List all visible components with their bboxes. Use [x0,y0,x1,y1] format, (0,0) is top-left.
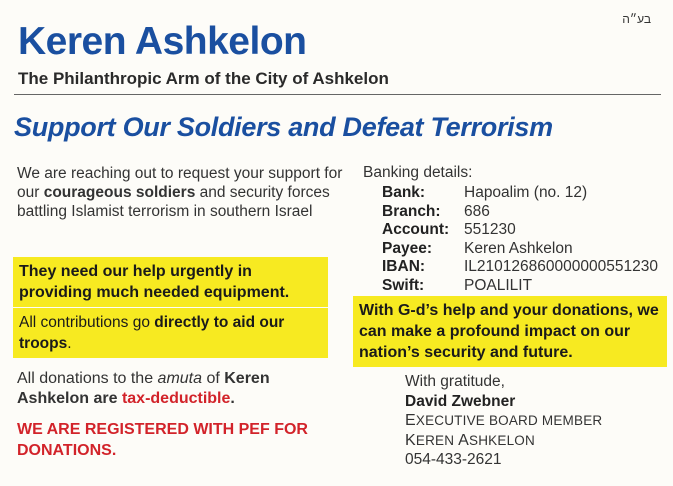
branch-row [382,203,658,222]
intro-text: We are reaching out to request your support for our [17,165,343,201]
payee-value: Keren Ashkelon [464,239,573,257]
org-cap1: K [405,431,416,449]
bank-label: Bank: [382,184,426,201]
signer-name: David Zwebner [405,392,516,410]
header-divider [14,94,661,95]
contrib-bold: directly to aid our troops [19,314,285,352]
org-subtitle: The Philanthropic Arm of the City of Ashkelon [18,69,389,88]
amuta-org: Keren Ashkelon [17,370,270,407]
amuta-end: . [230,390,235,407]
banking-heading: Banking details: [363,164,473,181]
urgent-highlight: They need our help urgently in providing much needed equipment. [13,257,328,307]
amuta-are: are [89,390,122,407]
account-row [382,221,658,240]
payee-label: Payee: [382,239,432,257]
org-title: Keren Ashkelon [18,20,307,63]
signature-block [405,372,602,470]
intro-bold: courageous soldiers [43,184,196,201]
swift-label: Swift: [382,276,425,294]
iban-label: IBAN: [382,258,426,275]
contrib-text: All contributions go [19,314,155,331]
intro-text-end: and security forces battling Islamist terrorism in southern Israel [17,184,330,220]
iban-value: IL210126860000000551230 [464,258,658,275]
tax-deductible: tax-deductible [121,390,231,407]
swift-value: POALILIT [464,276,533,294]
phone-number: 054-433-2621 [405,451,502,468]
pef-notice: WE ARE REGISTERED WITH PEF FOR DONATIONS. [17,421,308,459]
bsd-mark: בע״ה [622,12,651,26]
amuta-text: All donations to the [17,370,158,387]
headline: Support Our Soldiers and Defeat Terrorism [14,112,553,142]
account-value: 551230 [464,221,516,238]
tax-paragraph [17,369,317,409]
org-cap2: A [458,431,470,449]
bank-value: Hapoalim (no. 12) [464,184,588,201]
signer-role [405,411,602,431]
contributions-highlight [13,308,328,358]
banking-details [382,184,658,295]
branch-value: 686 [464,202,490,220]
intro-paragraph [17,164,347,221]
role-cap: E [405,412,416,429]
iban-row [382,258,658,277]
account-label: Account: [382,221,450,238]
closing: With gratitude, [405,373,505,390]
payee-row [382,240,658,259]
branch-label: Branch: [382,202,441,220]
bank-row [382,184,658,203]
signer-org [405,431,602,451]
amuta-italic: amuta [157,370,203,387]
impact-highlight: With G-d’s help and your donations, we can make a profound impact on our nation’s security and future. [353,296,667,367]
amuta-of: of [202,370,225,387]
org-rest2: SHKELON [469,432,535,448]
swift-row [382,277,658,296]
role-rest: XECUTIVE BOARD MEMBER [415,413,603,428]
org-rest1: EREN [415,432,459,448]
contrib-end: . [67,335,72,352]
